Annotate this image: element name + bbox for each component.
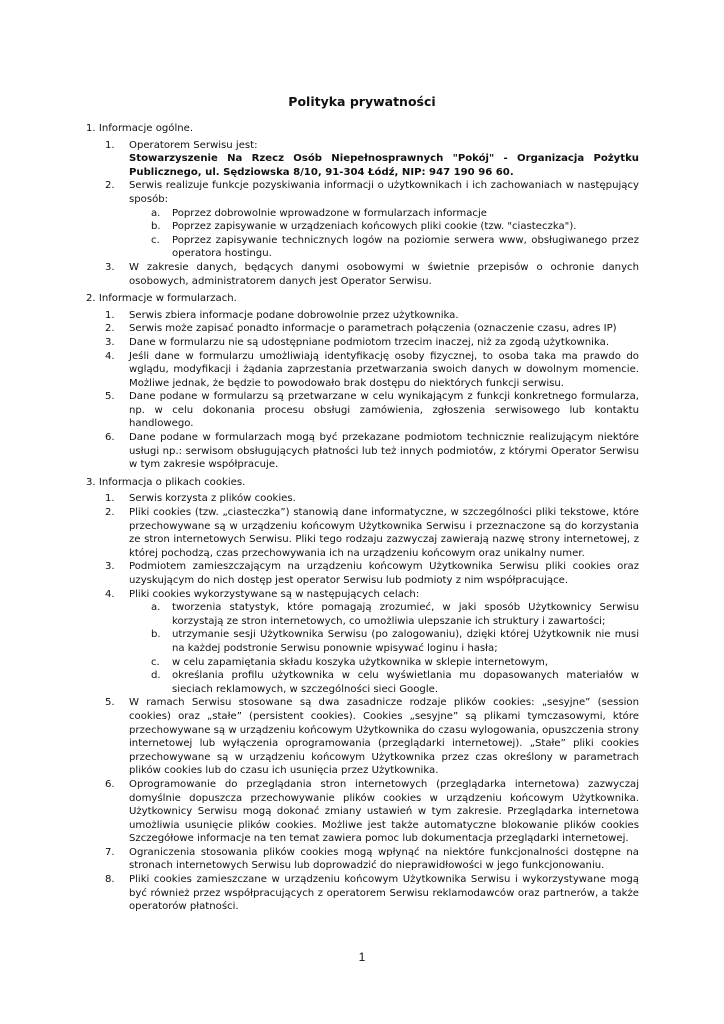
item-text: Operatorem Serwisu jest:: [129, 139, 258, 151]
list-item: [86, 506, 639, 560]
item-text: W ramach Serwisu stosowane są dwa zasadnicze rodzaje plików cookies: „sesyjne” (session cookies) oraz „stałe” (persistent cookies). Cookies „sesyjne” są plikami tymczasowymi, które przechowywane są w urządzeniu końcowym Użytkownika do czasu wylogowania, opuszczenia strony internetowej lub wyłączenia oprogramowania (przeglądarki internetowej). „Stałe” pliki cookies przechowywane są w urządzeniu końcowym Użytkownika przez czas określony w parametrach plików cookies lub do czasu ich usunięcia przez Użytkownika.: [129, 697, 639, 777]
sub-list-item: [129, 601, 639, 628]
item-text: W zakresie danych, będących danymi osobowymi w świetnie przepisów o ochronie danych osobowych, administratorem danych jest Operator Serwisu.: [129, 261, 639, 287]
document-body: [86, 122, 639, 918]
sub-item-text: Poprzez zapisywanie w urządzeniach końcowych pliki cookie (tzw. "ciasteczka").: [172, 221, 577, 233]
sub-item-text: tworzenia statystyk, które pomagają zrozumieć, w jaki sposób Użytkownicy Serwisu korzystają ze stron internetowych, co umożliwia ulepszanie ich struktury i zawartości;: [172, 602, 639, 627]
sub-list-item: [129, 220, 639, 234]
list-item: [86, 139, 639, 180]
sub-list-item: [129, 207, 639, 221]
list-item: [86, 309, 639, 323]
list-item: [86, 846, 639, 873]
item-number: 1.: [105, 493, 115, 505]
item-text: Jeśli dane w formularzu umożliwiają identyfikację osoby fizycznej, to osoba taka ma prawdo do wglądu, modyfikacji i żądania zaprzestania przetwarzania swoich danych w dowolnym momencie. Możliwe jednak, że będzie to powodowało brak dostępu do niektórych funkcji serwisu.: [129, 350, 639, 389]
list-item: [86, 350, 639, 391]
item-number: 2.: [105, 323, 115, 335]
item-number: 4.: [105, 350, 115, 362]
item-number: 4.: [105, 588, 115, 600]
section: [86, 476, 639, 914]
item-letter: c.: [151, 234, 160, 246]
item-text: Oprogramowanie do przeglądania stron internetowych (przeglądarka internetowa) zazwyczaj domyślnie dopuszcza przechowywanie plików cookies w urządzeniu końcowym Użytkownika. Użytkownicy Serwisu mogą dokonać zmiany ustawień w tym zakresie. Przeglądarka internetowa umożliwia usunięcie plików cookies. Możliwe jest także automatyczne blokowanie plików cookies Szczegółowe informacje na ten temat zawiera pomoc lub dokumentacja przeglądarki internetowej.: [129, 778, 639, 845]
item-number: 5.: [105, 697, 115, 709]
item-number: 7.: [105, 846, 115, 858]
list-item: [86, 336, 639, 350]
item-text: Serwis może zapisać ponadto informacje o parametrach połączenia (oznaczenie czasu, adres IP): [129, 323, 617, 335]
item-text: Serwis zbiera informacje podane dobrowolnie przez użytkownika.: [129, 309, 459, 321]
section-heading: 2. Informacje w formularzach.: [86, 293, 237, 305]
section: [86, 292, 639, 472]
item-number: 6.: [105, 778, 115, 790]
lettered-list: [129, 207, 639, 261]
item-number: 3.: [105, 261, 115, 273]
sub-list-item: [129, 669, 639, 696]
sub-item-text: Poprzez zapisywanie technicznych logów na poziomie serwera www, obsługiwanego przez operatora hostingu.: [172, 234, 639, 260]
list-item: [86, 390, 639, 431]
item-text: Serwis realizuje funkcje pozyskiwania informacji o użytkownikach i ich zachowaniach w następujący sposób:: [129, 180, 639, 205]
list-item: [86, 696, 639, 778]
list-item: [86, 873, 639, 914]
item-letter: b.: [151, 629, 161, 641]
page-number: 1: [358, 950, 366, 964]
sub-item-text: Poprzez dobrowolnie wprowadzone w formularzach informacje: [172, 207, 487, 219]
item-number: 5.: [105, 391, 115, 403]
item-number: 3.: [105, 336, 115, 348]
sub-item-text: określania profilu użytkownika w celu wyświetlania mu dopasowanych materiałów w sieciach reklamowych, w szczególności sieci Google.: [172, 670, 639, 695]
item-text: Dane podane w formularzach mogą być przekazane podmiotom technicznie realizującym niektóre usługi np.: serwisom obsługujących płatności lub też innych podmiotów, z którymi Operator Serwisu w tym zakresie współpracuje.: [129, 432, 639, 471]
numbered-list: [86, 492, 639, 913]
document-title: Polityka prywatności: [288, 94, 436, 109]
item-text: Podmiotem zamieszczającym na urządzeniu końcowym Użytkownika Serwisu pliki cookies oraz uzyskującym do nich dostęp jest operator Serwisu lub podmioty z nim współpracujące.: [129, 561, 639, 586]
operator-details: Stowarzyszenie Na Rzecz Osób Niepełnosprawnych "Pokój" - Organizacja Pożytku Publicznego, ul. Sędziowska 8/10, 91-304 Łódź, NIP: 947 190 96 60.: [129, 153, 639, 178]
sub-item-text: w celu zapamiętania składu koszyka użytkownika w sklepie internetowym,: [172, 656, 549, 668]
item-letter: b.: [151, 221, 161, 233]
list-item: [86, 431, 639, 472]
item-number: 6.: [105, 432, 115, 444]
sub-list-item: [129, 628, 639, 655]
sub-list-item: [129, 656, 639, 670]
numbered-list: [86, 139, 639, 289]
item-letter: a.: [151, 602, 161, 614]
item-text: Ograniczenia stosowania plików cookies mogą wpłynąć na niektóre funkcjonalności dostępne na stronach internetowych Serwisu lub doprowadzić do nieprawidłowości w jego funkcjonowaniu.: [129, 846, 639, 872]
item-number: 1.: [105, 309, 115, 321]
section-heading: 3. Informacja o plikach cookies.: [86, 476, 246, 488]
item-text: Pliki cookies wykorzystywane są w następujących celach:: [129, 588, 420, 600]
item-letter: d.: [151, 670, 161, 682]
item-text: Dane podane w formularzu są przetwarzane w celu wynikającym z funkcji konkretnego formularza, np. w celu dokonania procesu obsługi zamówienia, zgłoszenia serwisowego lub kontaktu handlowego.: [129, 391, 639, 430]
numbered-list: [86, 309, 639, 472]
item-number: 3.: [105, 561, 115, 573]
item-number: 1.: [105, 139, 115, 151]
sub-item-text: utrzymanie sesji Użytkownika Serwisu (po zalogowaniu), dzięki której Użytkownik nie musi na każdej podstronie Serwisu ponownie wpisywać loginu i hasła;: [172, 629, 639, 654]
item-text: Dane w formularzu nie są udostępniane podmiotom trzecim inaczej, niż za zgodą użytkownika.: [129, 336, 610, 348]
item-letter: c.: [151, 656, 160, 668]
item-letter: a.: [151, 207, 161, 219]
list-item: [86, 179, 639, 261]
list-item: [86, 588, 639, 697]
item-number: 2.: [105, 507, 115, 519]
section-heading: 1. Informacje ogólne.: [86, 123, 194, 134]
list-item: [86, 261, 639, 288]
item-number: 8.: [105, 874, 115, 886]
list-item: [86, 560, 639, 587]
list-item: [86, 322, 639, 336]
lettered-list: [129, 601, 639, 696]
list-item: [86, 778, 639, 846]
sub-list-item: [129, 234, 639, 261]
item-number: 2.: [105, 180, 115, 192]
item-text: Serwis korzysta z plików cookies.: [129, 493, 296, 505]
item-text: Pliki cookies (tzw. „ciasteczka”) stanowią dane informatyczne, w szczególności pliki tekstowe, które przechowywane są w urządzeniu końcowym Użytkownika Serwisu i przeznaczone są do korzystania ze stron internetowych Serwisu. Pliki tego rodzaju zazwyczaj zawierają nazwę strony internetowej, z której pochodzą, czas przechowywania ich na urządzeniu końcowym oraz unikalny numer.: [129, 507, 639, 559]
section: [86, 122, 639, 288]
list-item: [86, 492, 639, 506]
item-text: Pliki cookies zamieszczane w urządzeniu końcowym Użytkownika Serwisu i wykorzystywane mogą być również przez współpracujących z operatorem Serwisu reklamodawców oraz partnerów, a także operatorów płatności.: [129, 874, 639, 913]
